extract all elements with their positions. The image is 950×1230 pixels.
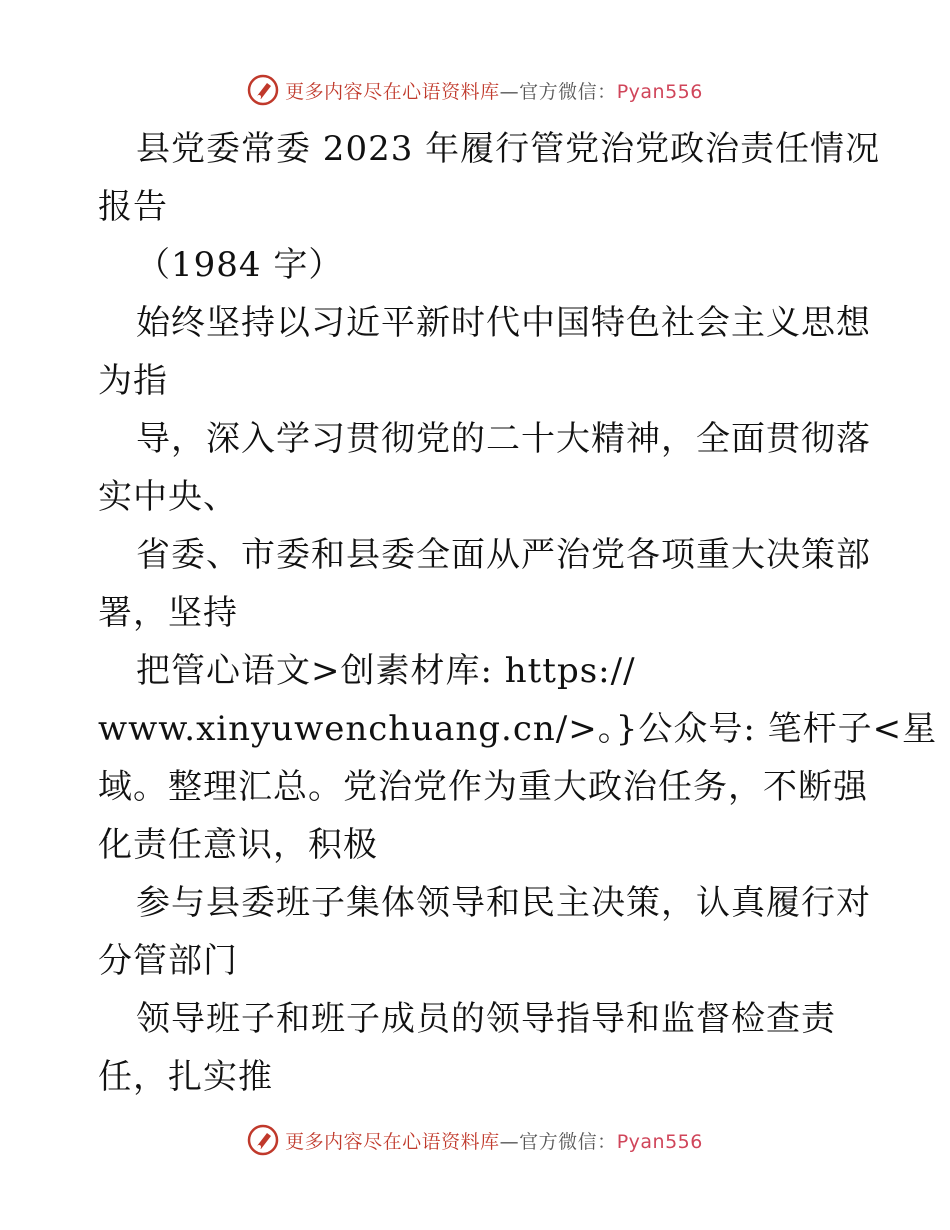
- doc-line: 署，坚持: [98, 593, 238, 633]
- watermark-wechat-label: 官方微信：: [519, 80, 617, 103]
- watermark-site-name: 更多内容尽在心语资料库: [285, 80, 500, 103]
- pen-nib-logo-icon: [247, 74, 279, 106]
- watermark-text: [285, 77, 703, 104]
- watermark-wechat-label: 官方微信：: [519, 1130, 617, 1153]
- doc-line: 把管心语文>创素材库: https://: [136, 651, 636, 691]
- doc-line: www.xinyuwenchuang.cn/>。}公众号: 笔杆子<星: [98, 709, 938, 749]
- doc-line: 参与县委班子集体领导和民主决策，认真履行对: [136, 883, 871, 923]
- doc-line: 化责任意识，积极: [98, 825, 378, 865]
- doc-line: 域。整理汇总。党治党作为重大政治任务，不断强: [98, 767, 868, 807]
- doc-line: 始终坚持以习近平新时代中国特色社会主义思想: [136, 303, 871, 343]
- watermark-account: Pyan556: [616, 1130, 703, 1153]
- doc-line: 省委、市委和县委全面从严治党各项重大决策部: [136, 535, 871, 575]
- doc-line: 领导班子和班子成员的领导指导和监督检查责: [136, 999, 836, 1039]
- pen-nib-logo-icon: [247, 1124, 279, 1156]
- doc-line: 分管部门: [98, 941, 238, 981]
- footer-watermark-banner: [0, 1120, 950, 1160]
- doc-line: 任，扎实推: [98, 1057, 273, 1097]
- doc-word-count: （1984 字）: [136, 245, 344, 285]
- watermark-site-name: 更多内容尽在心语资料库: [285, 1130, 500, 1153]
- document-body: [98, 120, 938, 1106]
- doc-line: 导，深入学习贯彻党的二十大精神，全面贯彻落: [136, 419, 871, 459]
- doc-line: 为指: [98, 361, 168, 401]
- watermark-separator: —: [499, 80, 520, 103]
- doc-title-line-2: 报告: [98, 187, 168, 227]
- watermark-text: [285, 1127, 703, 1154]
- watermark-account: Pyan556: [616, 80, 703, 103]
- header-watermark-banner: [0, 70, 950, 110]
- doc-line: 实中央、: [98, 477, 238, 517]
- doc-title-line-1: 县党委常委 2023 年履行管党治党政治责任情况: [136, 129, 881, 169]
- watermark-separator: —: [499, 1130, 520, 1153]
